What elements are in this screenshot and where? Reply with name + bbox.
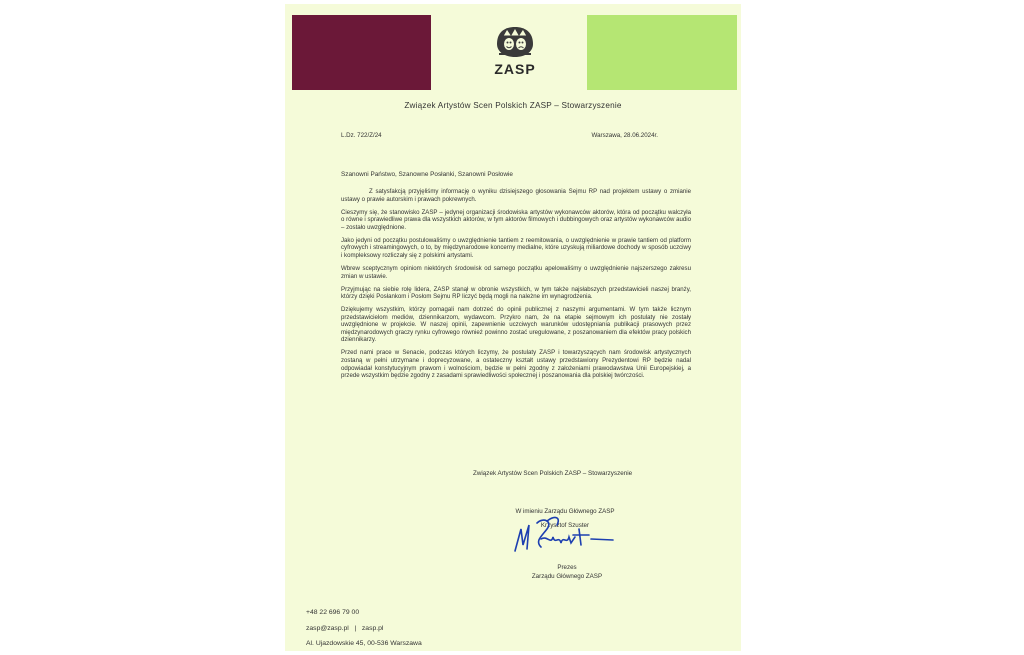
salutation: Szanowni Państwo, Szanowne Posłanki, Szanowni Posłowie [341, 171, 513, 178]
phone-number: +48 22 696 79 00 [306, 609, 360, 616]
body-paragraph: Jako jedyni od początku postulowaliśmy o uwzględnienie tantiem z reemitowania, o uwzględnienie w prawie tantiem od platform cyfrowych i streamingowych, o to, by międzynarodowe koncerny medialne, które uzyskują miliardowe dochody w sposób uczciwy i kompleksowy rozliczały się z polskimi artystami. [341, 236, 691, 259]
letterhead-color-block-left [292, 15, 431, 90]
title-line: Zarządu Głównego ZASP [531, 573, 603, 580]
logo-wordmark: ZASP [494, 61, 536, 77]
reference-number: L.Dz. 722/Z/24 [341, 132, 382, 139]
email-web-line [306, 621, 422, 637]
letter-body [341, 188, 691, 385]
contact-footer [306, 605, 422, 651]
zasp-logo [480, 24, 550, 94]
body-paragraph: Dziękujemy wszystkim, którzy pomagali nam dotrzeć do opinii publicznej z naszymi argumentami. W tym także licznym przedstawicielom mediów, dziennikarzom, wydawcom. Przykro nam, że na etapie sejmowym ich postulaty nie zostały uwzględnione w projekcie. W naszej opinii, zapewnienie uczciwych warunków udostępniania publikacji prasowych przez międzynarodowych graczy rynku cyfrowego również powinno zostać uregulowane, z poszanowaniem dla efektów pracy polskich dziennikarzy. [341, 306, 691, 344]
letter-page [285, 4, 741, 651]
body-paragraph: Cieszymy się, że stanowisko ZASP – jedynej organizacji środowiska artystów wykonawców aktorów, która od początku walczyła o równe i sprawiedliwe prawa dla wszystkich aktorów, w tym aktorów filmowych i dubbingowych oraz artystów wykonawców audio – zostało uwzględnione. [341, 208, 691, 231]
body-paragraph: Z satysfakcją przyjęliśmy informację o wyniku dzisiejszego głosowania Sejmu RP nad projektem ustawy o zmianie ustawy o prawie autorskim i prawach pokrewnych. [341, 188, 691, 203]
email-link[interactable]: zasp@zasp.pl [306, 624, 349, 632]
closing-organization: Związek Artystów Scen Polskich ZASP – Stowarzyszenie [473, 470, 633, 477]
body-paragraph: Wbrew sceptycznym opiniom niektórych środowisk od samego początku apelowaliśmy o uwzględnienie najszerszego zakresu zmian w ustawie. [341, 264, 691, 280]
title-line: Prezes [557, 564, 577, 571]
letter-date: Warszawa, 28.06.2024r. [591, 132, 658, 139]
separator: | [354, 624, 357, 632]
body-paragraph: Przed nami prace w Senacie, podczas których liczymy, że postulaty ZASP i towarzyszących nam środowisk artystycznych zostaną w pełni utrzymane i doprecyzowane, a ostateczny kształt ustawy przedstawiony Prezydentowi RP będzie nadal odpowiadał konstytucyjnym prawom i wolnościom, będzie w pełni zgodny z założeniami prawodawstwa Unii Europejskiej, a przede wszystkim będzie zgodny z zasadami sprawiedliwości społecznej i poszanowania dla polskiej twórczości. [341, 349, 691, 380]
handwritten-signature [507, 515, 617, 557]
signer-title [517, 563, 617, 581]
theatre-masks-emblem-icon [493, 24, 537, 60]
on-behalf-line: W imieniu Zarządu Głównego ZASP [515, 508, 615, 515]
signer-name: Krzysztof Szuster [540, 522, 590, 529]
body-paragraph: Przyjmując na siebie rolę lidera, ZASP stanął w obronie wszystkich, w tym także najsłabszych przedstawicieli naszej branży, którzy dzięki Posłankom i Posłom Sejmu RP liczyć będą mogli na należne im wynagrodzenia. [341, 285, 691, 301]
letterhead-color-block-right [587, 15, 737, 90]
postal-address: Al. Ujazdowskie 45, 00-536 Warszawa [306, 640, 422, 647]
website-link[interactable]: zasp.pl [361, 624, 384, 632]
organization-header: Związek Artystów Scen Polskich ZASP – Stowarzyszenie [404, 101, 622, 110]
